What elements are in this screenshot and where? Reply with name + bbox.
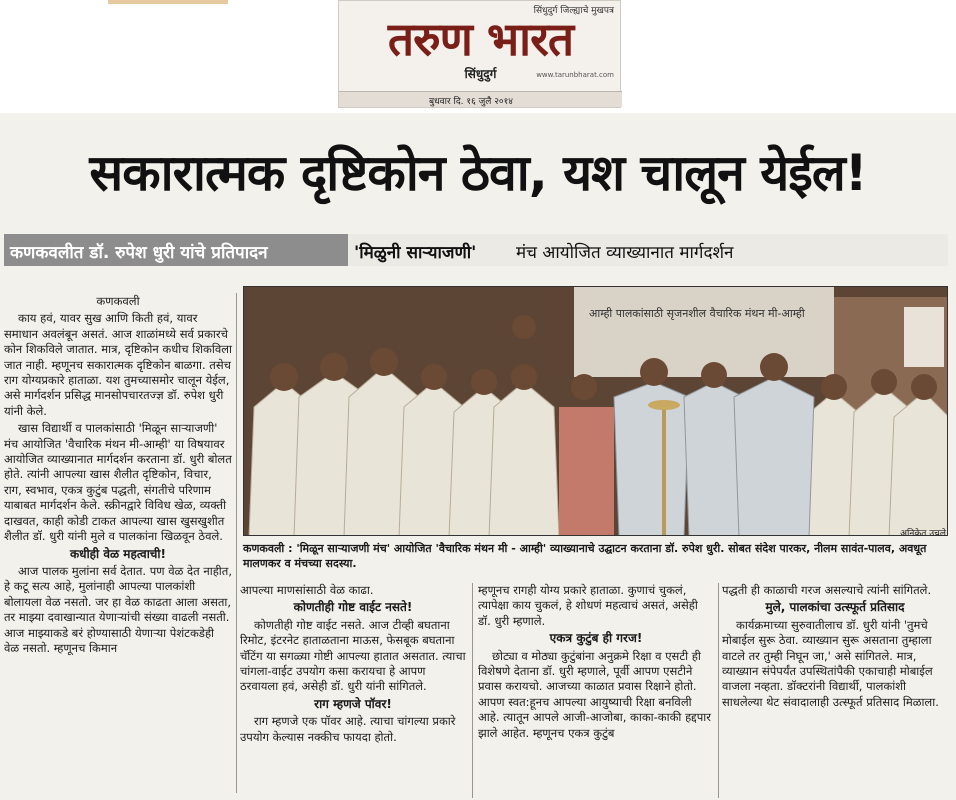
subheadline-quote: 'मिळुनी साऱ्याजणी' [354, 243, 477, 263]
paragraph: पद्धती ही काळाची गरज असल्याचे त्यांनी सांगितले. [722, 583, 932, 597]
paragraph: म्हणूनच रागही योग्य प्रकारे हाताळा. कुणाचं चुकलं, त्यापेक्षा काय चुकलं, हे शोधणं महत्वाचं असतं, असेही डॉ. धुरी म्हणाले. [478, 583, 698, 628]
newspaper-url: www.tarunbharat.com [536, 71, 614, 79]
subheadline-left: कणकवलीत डॉ. रुपेश धुरी यांचे प्रतिपादन [10, 243, 268, 263]
masthead-tagline: सिंधुदुर्ग जिल्ह्याचे मुखपत्र [533, 6, 614, 16]
event-photo-illustration [244, 287, 948, 536]
subheading: कधीही वेळ महत्वाची! [69, 546, 167, 561]
subheading: मुले, पालकांचा उत्स्फूर्त प्रतिसाद [765, 600, 905, 615]
event-photo [243, 286, 948, 536]
subheadline-bar [4, 234, 948, 266]
masthead-dateline [339, 91, 622, 107]
subheadline-rest: मंच आयोजित व्याख्यानात मार्गदर्शन [516, 243, 734, 263]
newspaper-title: तरुण भारत [387, 12, 574, 66]
newspaper-masthead [338, 0, 621, 108]
paragraph: खास विद्यार्थी व पालकांसाठी 'मिळून साऱ्याजणी' मंच आयोजित 'वैचारिक मंथन मी-आम्ही' या विषयावर आयोजित व्याख्यानात मार्गदर्शन करताना डॉ. धुरी बोलत होते. त्यांनी आपल्या खास शैलीत दृष्टिकोन, विचार, राग, स्वभाव, एकत्र कुटुंब पद्धती, संगतीचे परिणाम याबाबत मार्गदर्शन केले. स्क्रीनद्वारे विविध खेळ, व्यक्ती दाखवत, काही कोडी टाकत आपल्या खास खुसखुशीत शैलीत डॉ. धुरी यांनी मुले व पालकांना खिळवून ठेवले. [4, 421, 232, 544]
subheading: राग म्हणजे पॉवर! [314, 696, 392, 711]
paragraph: कोणतीही गोष्ट वाईट नसते. आज टीव्ही बघताना रिमोट, इंटरनेट हाताळताना माऊस, फेसबूक बघताना चॅटिंग या सगळ्या गोष्टी आपल्या हातात असतात. त्याचा चांगला-वाईट उपयोग कसा करायचा हे आपण ठरवायला हवं, असेही डॉ. धुरी यांनी सांगितले. [240, 617, 466, 694]
column-rule [236, 293, 237, 793]
subheading: एकत्र कुटुंब ही गरज! [549, 631, 643, 646]
top-color-strip [108, 0, 228, 4]
headline: सकारात्मक दृष्टिकोन ठेवा, यश चालून येईल! [89, 144, 867, 202]
article-column-1 [4, 294, 232, 658]
edition-name: सिंधुदुर्ग [464, 67, 497, 81]
paragraph: छोट्या व मोठ्या कुटुंबांना अनुक्रमे रिक्षा व एसटी ही विशेषणे देताना डॉ. धुरी म्हणाले, पूर्वी आपण एसटीने प्रवास करायचो. आजच्या काळात प्रवास रिक्षाने होतो. आपण स्वत:हूनच आपल्या आयुष्याची रिक्षा बनविली आहे. त्यातून आपले आजी-आजोबा, काका-काकी हद्दपार झाले आहेत. म्हणूनच एकत्र कुटुंब [478, 648, 711, 740]
subheading: कोणतीही गोष्ट वाईट नसते! [293, 600, 413, 615]
column-rule [472, 583, 473, 798]
paragraph: कार्यक्रमाच्या सुरुवातीलाच डॉ. धुरी यांनी 'तुमचे मोबाईल सुरू ठेवा. व्याख्यान सुरू असताना तुम्हाला वाटले तर तुम्ही निघून जा,' असे सांगितले. मात्र, व्याख्यान संपेपर्यंत उपस्थितांपैकी एकाचाही मोबाईल वाजला नव्हता. डॉक्टरांनी विद्यार्थी, पालकांशी साधलेल्या थेट संवादालाही उत्स्फूर्त प्रतिसाद मिळाला. [722, 617, 939, 709]
article-column-3 [478, 583, 714, 743]
paragraph: काय हवं, यावर सुख आणि किती हवं, यावर समाधान अवलंबून असतं. आज शाळांमध्ये सर्व प्रकारचे कोन शिकविले जातात. मात्र, दृष्टिकोन कधीच शिकविला जात नाही. म्हणूनच सकारात्मक दृष्टिकोन बाळगा. तसेच राग योग्यप्रकारे हाताळा. यश तुमच्यासमोर चालून येईल, असे मार्गदर्शन प्रसिद्ध मानसोपचारतज्ज्ञ डॉ. रुपेश धुरी यांनी केले. [4, 311, 232, 418]
photo-credit: अनिकेत उचले [900, 529, 946, 539]
photo-caption: कणकवली : 'मिळून साऱ्याजणी मंच' आयोजित 'वैचारिक मंथन मी - आम्ही' व्याख्यानाचे उद्घाटन करताना डॉ. रुपेश धुरी. सोबत संदेश पारकर, नीलम सावंत-पालव, अवधूत मालणकर व मंचच्या सदस्या. [243, 542, 927, 570]
paragraph: राग म्हणजे एक पॉवर आहे. त्याचा चांगल्या प्रकारे उपयोग केल्यास नक्कीच फायदा होतो. [240, 714, 456, 744]
article-clipping [0, 113, 956, 800]
column-rule [718, 583, 719, 798]
publication-date: बुधवार दि. १६ जुलै २०१४ [429, 97, 513, 107]
city-dateline: कणकवली [96, 294, 140, 308]
paragraph: आज पालक मुलांना सर्व देतात. पण वेळ देत नाहीत, हे कटू सत्य आहे, मुलांनाही आपल्या पालकांशी बोलायला वेळ नसतो. जर हा वेळ काढता आला असता, तर माझ्या दवाखान्यात येणाऱ्यांची संख्या वाढली नसती. आज माझ्याकडे बरं होण्यासाठी येणाऱ्या पेशंटकडेही वेळ नसतो. म्हणूनच किमान [4, 563, 232, 655]
subheadline-right-box [348, 234, 948, 266]
article-column-2 [240, 583, 466, 747]
article-column-4 [722, 583, 948, 712]
paragraph: आपल्या माणसांसाठी वेळ काढा. [240, 583, 374, 597]
stage-banner-text: आम्ही पालकांसाठी सृजनशील वैचारिक मंथन मी-आम्ही [589, 307, 805, 320]
